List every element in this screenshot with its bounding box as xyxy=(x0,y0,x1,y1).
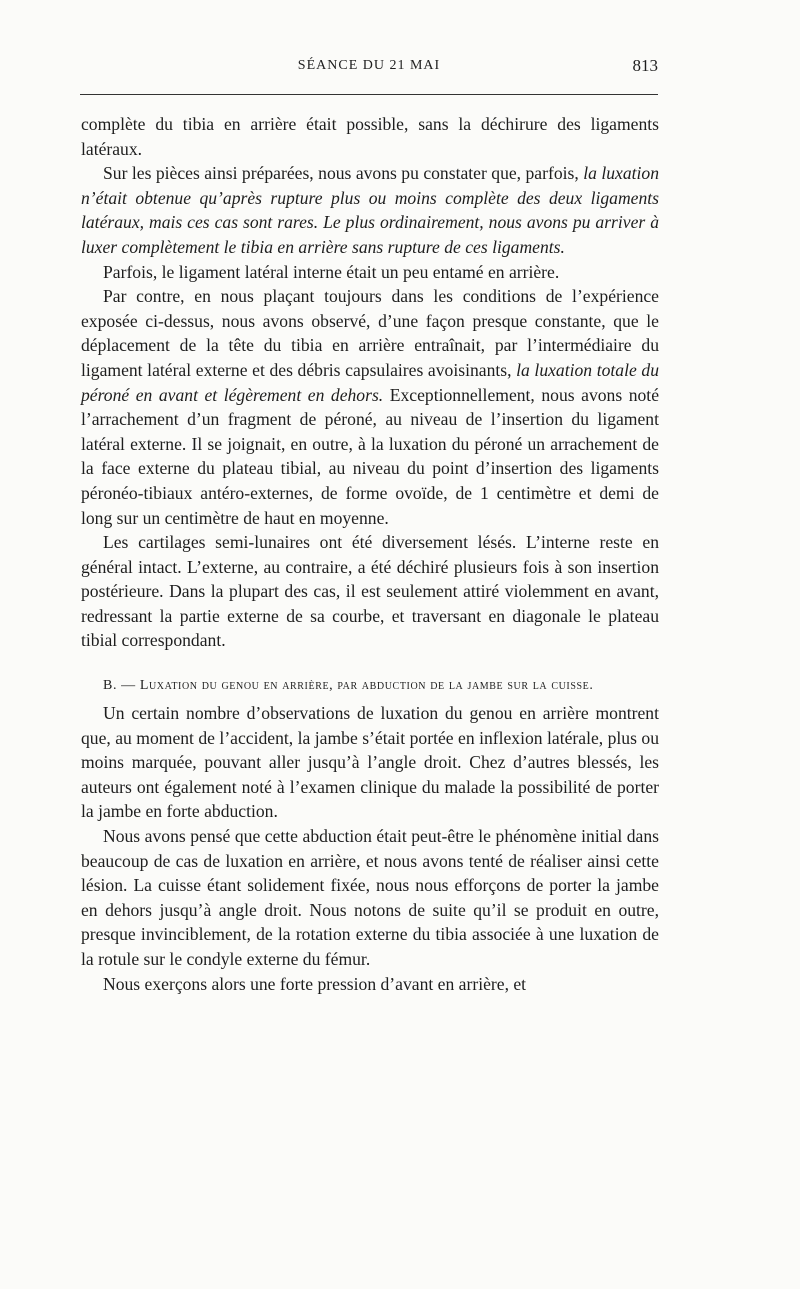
paragraph xyxy=(81,112,659,161)
paragraph xyxy=(81,824,659,972)
body-text xyxy=(81,112,659,996)
italic-text: la luxation totale du péroné en avant et légèrement en dehors. xyxy=(81,359,659,405)
text-run: Nous exerçons alors une forte pression d’avant en arrière, et xyxy=(103,973,527,994)
paragraph xyxy=(81,260,659,285)
italic-text: la luxation n’était obtenue qu’après rupture plus ou moins complète des deux ligaments latéraux, mais ces cas sont rares. Le plus ordinairement, nous avons pu arriver à luxer complètement le tibia en arrière sans rupture de ces ligaments. xyxy=(81,163,659,257)
paragraph xyxy=(81,972,659,997)
text-run: Parfois, le ligament latéral interne était un peu entamé en arrière. xyxy=(103,261,560,282)
text-run: complète du tibia en arrière était possible, sans la déchirure des ligaments latéraux. xyxy=(81,114,659,159)
text-run: Un certain nombre d’observations de luxation du genou en arrière montrent que, au moment de l’accident, la jambe s’était portée en inflexion latérale, plus ou moins marquée, pouvant aller jusqu’à l’angle droit. Chez d’autres blessés, les auteurs ont également noté à l’examen clinique du malade la possibilité de porter la jambe en forte abduction. xyxy=(81,703,659,822)
page-header xyxy=(80,58,658,86)
text-run: Sur les pièces ainsi préparées, nous avons pu constater que, parfois, xyxy=(103,163,584,184)
text-run: Par contre, en nous plaçant toujours dans les conditions de l’expérience exposée ci-dessus, nous avons observé, d’une façon presque constante, que le déplacement de la tête du tibia en arrière entraînait, par l’intermédiaire du ligament latéral externe et des débris capsulaires avoisinants, xyxy=(81,286,659,380)
section-heading xyxy=(81,675,659,697)
page-number: 813 xyxy=(632,56,658,75)
running-title: SÉANCE DU 21 MAI xyxy=(297,58,441,73)
header-rule xyxy=(80,94,658,95)
text-run: Exceptionnellement, nous avons noté l’arrachement d’un fragment de péroné, au niveau de l’insertion du ligament latéral externe. Il se joignait, en outre, à la luxation du péroné un arrachement de la face externe du plateau tibial, au niveau du point d’insertion des ligaments péronéo-tibiaux antéro-externes, de forme ovoïde, de 1 centimètre et demi de long sur un centimètre de haut en moyenne. xyxy=(81,384,660,528)
paragraph xyxy=(81,701,659,824)
text-run: Nous avons pensé que cette abduction était peut-être le phénomène initial dans beaucoup de cas de luxation en arrière, et nous avons tenté de réaliser ainsi cette lésion. La cuisse étant solidement fixée, nous nous efforçons de porter la jambe en dehors jusqu’à angle droit. Nous notons de suite qu’il se produit en outre, presque invinciblement, de la rotation externe du tibia associée à une luxation de la rotule sur le condyle externe du fémur. xyxy=(81,826,659,969)
paragraph xyxy=(81,284,659,530)
text-run: Les cartilages semi-lunaires ont été diversement lésés. L’interne reste en général intact. L’externe, au contraire, a été déchiré plusieurs fois à son insertion postérieure. Dans la plupart des cas, il est seulement attiré violemment en avant, redressant la partie externe de sa courbe, et traversant en diagonale le plateau tibial correspondant. xyxy=(81,532,659,651)
text-run: B. — Luxation du genou en arrière, par abduction de la jambe sur la cuisse. xyxy=(103,678,594,694)
paragraph xyxy=(81,530,659,653)
paragraph xyxy=(81,161,659,259)
